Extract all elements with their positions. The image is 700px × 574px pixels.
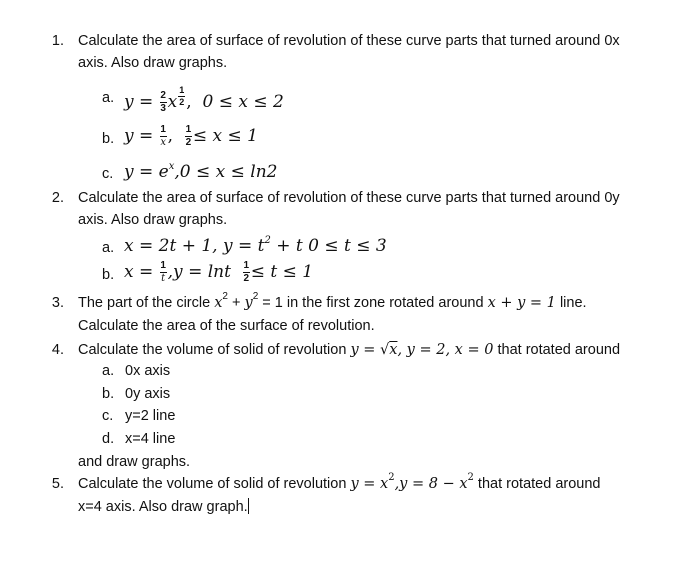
text-cursor [248,498,249,514]
problem-4-text-line1: Calculate the volume of solid of revolution y = √x, y = 2, x = 0 that rotated around [78,342,621,358]
problem-2b-expression: x = $\frac{1}{t}$ ,y = lnt $\frac{1}{2}$ ≤ t ≤ 1 [124,260,314,284]
problem-1-number: 1. [51,33,64,49]
problem-2a-label: a. [102,240,115,256]
problem-4b-text: 0y axis [125,386,171,402]
problem-4d-text: x=4 line [125,431,176,447]
problem-1b-expression: y = $\frac{1}{x}$ , $\frac{1}{2}$ ≤ x ≤ 1 [124,124,258,148]
problem-5-text-line2[interactable]: x=4 axis. Also draw graph. [78,499,248,515]
problem-1b-label: b. [102,131,115,147]
problem-1c-expression: $y = e^x,0 \le x \le \ln 2$ [124,161,278,182]
problem-5-number: 5. [51,476,64,492]
problem-4-text-after: and draw graphs. [78,454,191,470]
problem-4b-label: b. [102,386,115,402]
problem-3-number: 3. [51,295,64,311]
problem-4a-text: 0x axis [125,363,171,379]
problem-2b-label: b. [102,267,115,283]
problem-3-text-line1: The part of the circle $x^2 + y^2 = 1$ in the first zone rotated around x + y = 1 line. [78,291,587,311]
problem-2-text-line2: axis. Also draw graphs. [78,212,228,228]
problem-1-text-line1: Calculate the area of surface of revolution of these curve parts that turned around 0x [78,33,620,49]
problem-1c-label: c. [102,166,114,182]
problem-1a-expression: y = $\frac{2}{3}$ x $^{\frac{1}{2}}$ , 0 ≤ x ≤ 2 [124,85,284,114]
problem-4-number: 4. [51,342,64,358]
problem-2a-expression: x = 2t + 1, $y = t^2 + t$ 0 ≤ t ≤ 3 [124,235,387,256]
problem-2-text-line1: Calculate the area of surface of revolution of these curve parts that turned around 0y [78,190,620,206]
problem-3-text-line2: Calculate the area of the surface of revolution. [78,318,375,334]
problem-1-text-line2: axis. Also draw graphs. [78,55,228,71]
problem-2-number: 2. [51,190,64,206]
problem-5-text-line1: Calculate the volume of solid of revolution $y = x^2,y = 8 - x^2$ that rotated around [78,472,601,492]
problem-4c-label: c. [102,408,114,424]
problem-4a-label: a. [102,363,115,379]
problem-4c-text: y=2 line [125,408,176,424]
problem-1a-label: a. [102,90,115,106]
problem-4d-label: d. [102,431,115,447]
